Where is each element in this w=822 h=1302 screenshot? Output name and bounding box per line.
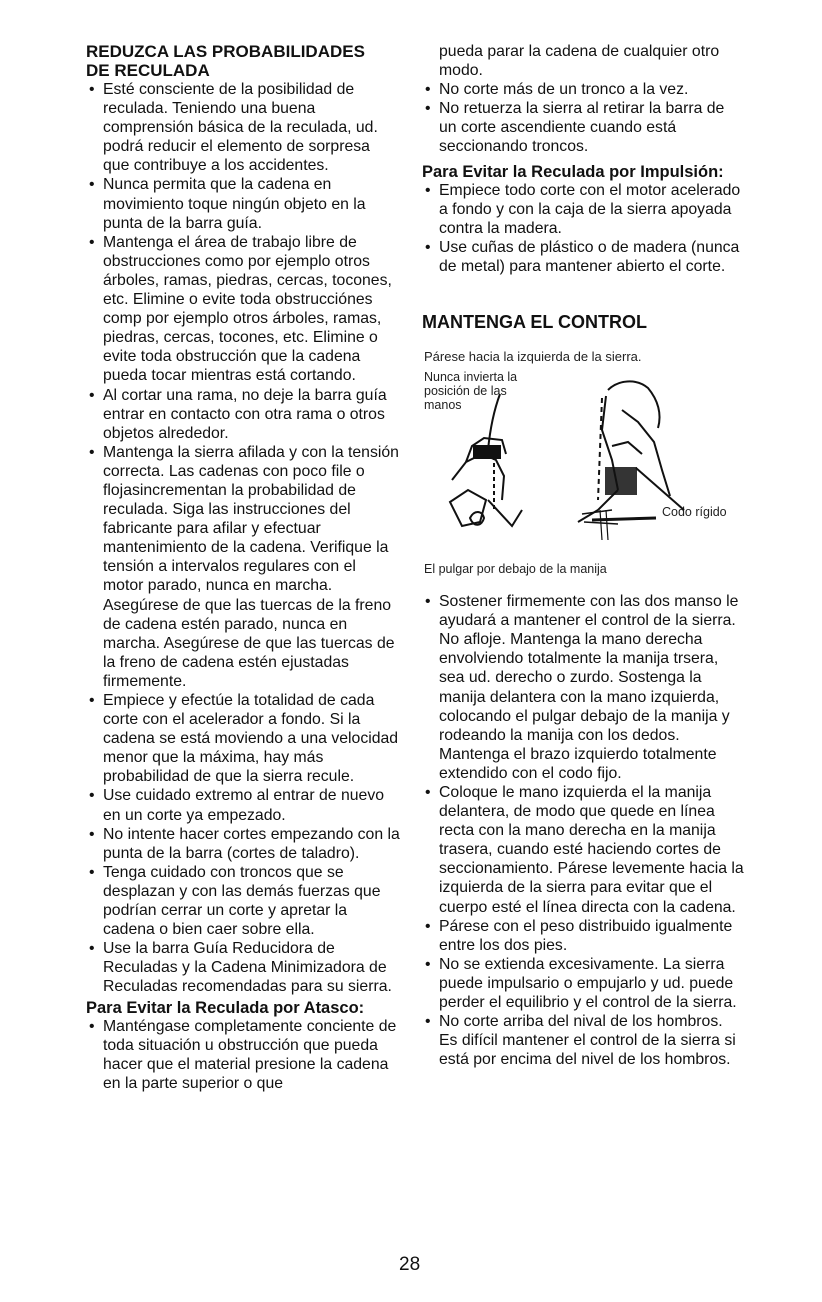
list-item: • Empiece todo corte con el motor acelerado a fondo y con la caja de la sierra apoyada contra la madera. xyxy=(422,181,744,238)
chainsaw-grip-drawing xyxy=(422,350,744,540)
heading-line-1: REDUZCA LAS PROBABILIDADES xyxy=(86,42,365,61)
left-column xyxy=(86,42,400,1093)
figure-label-elbow: Codo rígido xyxy=(662,505,727,520)
right-column xyxy=(422,42,744,1069)
figure-caption-top: Párese hacia la izquierda de la sierra. xyxy=(424,349,642,365)
page-number: 28 xyxy=(399,1254,421,1275)
list-item: • Tenga cuidado con troncos que se desplazan y con las demás fuerzas que podrían cerrar un corte y apretar la cadena o bien caer sobre ella. xyxy=(86,863,400,939)
grip-illustration xyxy=(422,350,744,580)
list-item: • Empiece y efectúe la totalidad de cada corte con el acelerador a fondo. Si la cadena se está moviendo a una velocidad menor que la máxima, hay más probabilidad de que la sierra recule. xyxy=(86,691,400,786)
section-heading-kickback xyxy=(86,42,400,80)
list-item: • No retuerza la sierra al retirar la barra de un corte ascendiente cuando está seccionando troncos. xyxy=(422,99,744,156)
list-item: • No intente hacer cortes empezando con la punta de la barra (cortes de taladro). xyxy=(86,825,400,863)
continued-text: pueda parar la cadena de cualquier otro modo. xyxy=(439,43,720,80)
list-item: • Mantenga el área de trabajo libre de obstrucciones como por ejemplo otros árboles, ramas, piedras, cercas, tocones, etc. Elimine o evite toda obstrucciónes comp por ejemplo otros árboles, ramas, piedras, cercas, tocones, etc. Elimine o evite toda obstrucción que la cadena pueda tocar mientras está cortando. xyxy=(86,233,400,386)
list-item: • Use cuñas de plástico o de madera (nunca de metal) para mantener abierto el corte. xyxy=(422,238,744,276)
list-item: • Use la barra Guía Reducidora de Reculadas y la Cadena Minimizadora de Reculadas recomendadas para su sierra. xyxy=(86,939,400,996)
log-list xyxy=(422,80,744,156)
operator-drawing xyxy=(578,381,684,540)
figure-caption-bottom: El pulgar por debajo de la manija xyxy=(424,562,607,577)
list-item: • No corte más de un tronco a la vez. xyxy=(422,80,744,99)
list-item: • Manténgase completamente conciente de toda situación u obstrucción que pueda hacer que el material presione la cadena en la parte superior o que xyxy=(86,1017,400,1093)
list-item: • Use cuidado extremo al entrar de nuevo en un corte ya empezado. xyxy=(86,786,400,824)
heading-line-2: DE RECULADA xyxy=(86,61,210,80)
figure-label-hands: Nunca invierta la posición de las manos xyxy=(424,370,518,413)
list-item: • Al cortar una rama, no deje la barra guía entrar en contacto con otra rama o otros objetos alrededor. xyxy=(86,386,400,443)
pushback-list xyxy=(422,181,744,276)
section-heading-control: MANTENGA EL CONTROL xyxy=(422,312,647,333)
subheading-pinch: Para Evitar la Reculada por Atasco: xyxy=(86,998,365,1017)
control-list xyxy=(422,592,744,1069)
list-item: • Sostener firmemente con las dos manso le ayudará a mantener el control de la sierra. No afloje. Mantenga la mano derecha envolviendo totalmente la manija trsera, sea ud. derecho o zurdo. Sostenga la manija delantera con la mano izquierda, colocando el pulgar debajo de la manija y rodeando la manija con los dedos. Mantenga el brazo izquierdo totalmente extendido con el codo fijo. xyxy=(422,592,744,783)
leader-line xyxy=(488,394,500,450)
subheading-pushback: Para Evitar la Reculada por Impulsión: xyxy=(422,162,724,181)
list-item: • Párese con el peso distribuido igualmente entre los dos pies. xyxy=(422,917,744,955)
kickback-list xyxy=(86,80,400,997)
list-item: • No corte arriba del nival de los hombros. Es difícil mantener el control de la sierra si está por encima del nivel de los hombros. xyxy=(422,1012,744,1069)
list-item: • Coloque le mano izquierda el la manija delantera, de modo que quede en línea recta con la mano derecha en la manija trasera, cuando esté haciendo cortes de seccionamiento. Párese levemente hacia la izquierda de la sierra para evitar que el cuerpo esté el línea directa con la cadena. xyxy=(422,783,744,917)
list-item: • Mantenga la sierra afilada y con la tensión correcta. Las cadenas con poco file o flojasincrementan la probabilidad de reculada. Siga las instrucciones del fabricante para afilar y efectuar mantenimiento de la cadena. Verifique la tensión a intervalos regulares con el motor parado, nunca en marcha. Asegúrese de que las tuercas de la freno de cadena estén parado, nunca en marcha. Asegúrese de que las tuercas de la freno de cadena estén ejustadas firmemente. xyxy=(86,443,400,691)
list-item: • No se extienda excesivamente. La sierra puede impulsario o empujarlo y ud. puede perder el equilibrio y el control de la sierra. xyxy=(422,955,744,1012)
list-item: • Esté consciente de la posibilidad de reculada. Teniendo una buena comprensión básica de la reculada, ud. podrá reducir el elemento de sorpresa que contribuye a los accidentes. xyxy=(86,80,400,175)
list-item: • Nunca permita que la cadena en movimiento toque ningún objeto en la punta de la barra guía. xyxy=(86,175,400,232)
pinch-list xyxy=(86,1017,400,1093)
hands-drawing xyxy=(450,438,522,526)
